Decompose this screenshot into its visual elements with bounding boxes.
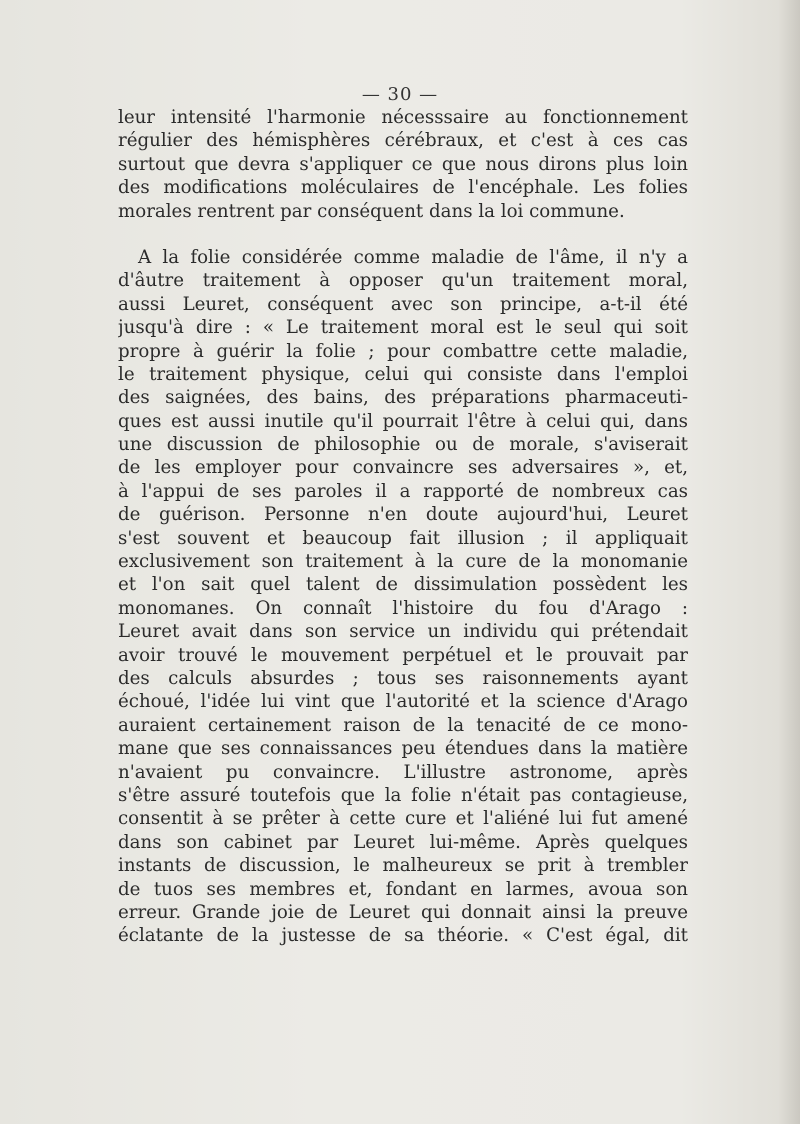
text-line: des calculs absurdes ; tous ses raisonnements ayant	[118, 667, 688, 689]
page-number: — 30 —	[361, 84, 439, 105]
text-line: de guérison. Personne n'en doute aujourd'hui, Leuret	[118, 504, 688, 526]
text-line: de tuos ses membres et, fondant en larmes, avoua son	[118, 878, 688, 900]
text-line: d'âutre traitement à opposer qu'un traitement moral,	[118, 270, 688, 292]
text-line: s'être assuré toutefois que la folie n'était pas contagieuse,	[118, 784, 688, 806]
text-line: consentit à se prêter à cette cure et l'aliéné lui fut amené	[118, 808, 688, 830]
paragraph-2	[118, 246, 688, 948]
text-line: des modifications moléculaires de l'encéphale. Les folies	[118, 177, 688, 199]
text-line: échoué, l'idée lui vint que l'autorité et la science d'Arago	[118, 691, 688, 713]
text-line: jusqu'à dire : « Le traitement moral est le seul qui soit	[118, 317, 688, 339]
text-line: exclusivement son traitement à la cure de la monomanie	[118, 551, 688, 573]
text-line: éclatante de la justesse de sa théorie. « C'est égal, dit	[118, 925, 688, 947]
text-line: propre à guérir la folie ; pour combattre cette maladie,	[118, 340, 688, 362]
text-line: de les employer pour convaincre ses adversaires », et,	[118, 457, 688, 479]
text-line: le traitement physique, celui qui consiste dans l'emploi	[118, 363, 688, 385]
text-line: des saignées, des bains, des préparations pharmaceuti-	[118, 387, 688, 409]
text-line: s'est souvent et beaucoup fait illusion ; il appliquait	[118, 527, 688, 549]
text-line: leur intensité l'harmonie nécesssaire au fonctionnement	[118, 107, 688, 128]
text-line: une discussion de philosophie ou de morale, s'aviserait	[118, 434, 688, 456]
text-line: erreur. Grande joie de Leuret qui donnait ainsi la preuve	[118, 901, 688, 923]
text-line: dans son cabinet par Leuret lui-même. Après quelques	[118, 831, 688, 853]
text-line: mane que ses connaissances peu étendues dans la matière	[118, 738, 688, 760]
text-line: avoir trouvé le mouvement perpétuel et le prouvait par	[118, 644, 688, 666]
text-line: auraient certainement raison de la tenacité de ce mono-	[118, 714, 688, 736]
body-text	[118, 106, 688, 948]
text-line: morales rentrent par conséquent dans la loi commune.	[118, 200, 625, 222]
text-line: n'avaient pu convaincre. L'illustre astronome, après	[118, 761, 688, 783]
text-line: ques est aussi inutile qu'il pourrait l'être à celui qui, dans	[118, 410, 688, 432]
text-line: à l'appui de ses paroles il a rapporté de nombreux cas	[118, 480, 688, 502]
paragraph-1	[118, 106, 688, 223]
text-line: surtout que devra s'appliquer ce que nous dirons plus loin	[118, 153, 688, 175]
text-line: aussi Leuret, conséquent avec son principe, a-t-il été	[118, 293, 688, 315]
paragraph-gap	[118, 223, 688, 246]
text-line: régulier des hémisphères cérébraux, et c'est à ces cas	[118, 130, 688, 152]
text-line: Leuret avait dans son service un individu qui prétendait	[118, 621, 688, 643]
page-edge-shadow	[778, 0, 800, 1124]
text-line: et l'on sait quel talent de dissimulation possèdent les	[118, 574, 688, 596]
text-line: instants de discussion, le malheureux se prit à trembler	[118, 855, 688, 877]
text-line: monomanes. On connaît l'histoire du fou d'Arago :	[118, 597, 688, 619]
text-line: A la folie considérée comme maladie de l'âme, il n'y a	[138, 246, 688, 268]
